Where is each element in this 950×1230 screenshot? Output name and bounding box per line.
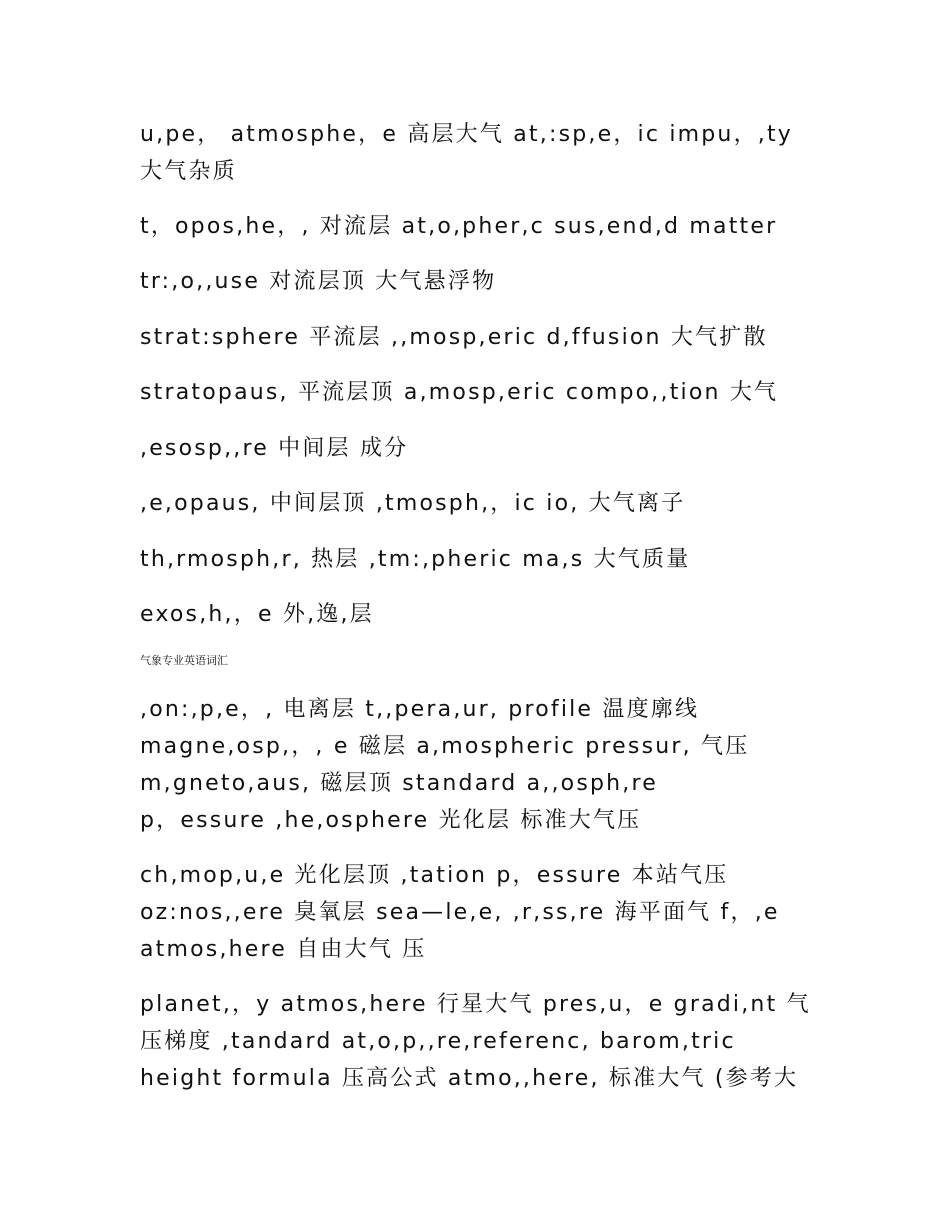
text-line: strat:sphere 平流层 ,,mosp,eric d,ffusion 大气扩散 xyxy=(140,325,768,350)
text-line: 压梯度 ,tandard at,o,p,,re,referenc, barom,tric xyxy=(140,1029,736,1054)
text-line: 大气杂质 xyxy=(140,159,237,184)
text-line: tr:,o,,use 对流层顶 大气悬浮物 xyxy=(140,269,497,294)
text-line: u,pe， atmosphe，e 高层大气 at,:sp,e，ic impu，,ty xyxy=(140,122,794,147)
text-line: height formula 压高公式 atmo,,here, 标准大气 (参考大 xyxy=(140,1066,799,1091)
text-line: atmos,here 自由大气 压 xyxy=(140,937,427,962)
text-line: m,gneto,aus, 磁层顶 standard a,,osph,re xyxy=(140,771,658,796)
text-line: t，opos,he，, 对流层 at,o,pher,c sus,end,d matter xyxy=(140,214,778,239)
text-line: th,rmosph,r, 热层 ,tm:,pheric ma,s 大气质量 xyxy=(140,547,691,572)
text-line: magne,osp,，, e 磁层 a,mospheric pressur, 气压 xyxy=(140,734,750,759)
text-line: ,on:,p,e，, 电离层 t,,pera,ur, profile 温度廓线 xyxy=(140,697,700,722)
text-line: ,esosp,,re 中间层 成分 xyxy=(140,436,409,461)
section-caption: 气象专业英语词汇 xyxy=(140,654,228,667)
text-line: ,e,opaus, 中间层顶 ,tmosph,，ic io, 大气离子 xyxy=(140,491,686,516)
text-line: p，essure ,he,osphere 光化层 标准大气压 xyxy=(140,808,642,833)
text-line: ch,mop,u,e 光化层顶 ,tation p，essure 本站气压 xyxy=(140,863,729,888)
text-line: stratopaus, 平流层顶 a,mosp,eric compo,,tion 大气 xyxy=(140,380,779,405)
text-line: oz:nos,,ere 臭氧层 sea—le,e, ,r,ss,re 海平面气 f，,e xyxy=(140,900,780,925)
text-line: exos,h,，e 外,逸,层 xyxy=(140,602,374,627)
text-line: planet,，y atmos,here 行星大气 pres,u，e gradi,nt 气 xyxy=(140,992,811,1017)
